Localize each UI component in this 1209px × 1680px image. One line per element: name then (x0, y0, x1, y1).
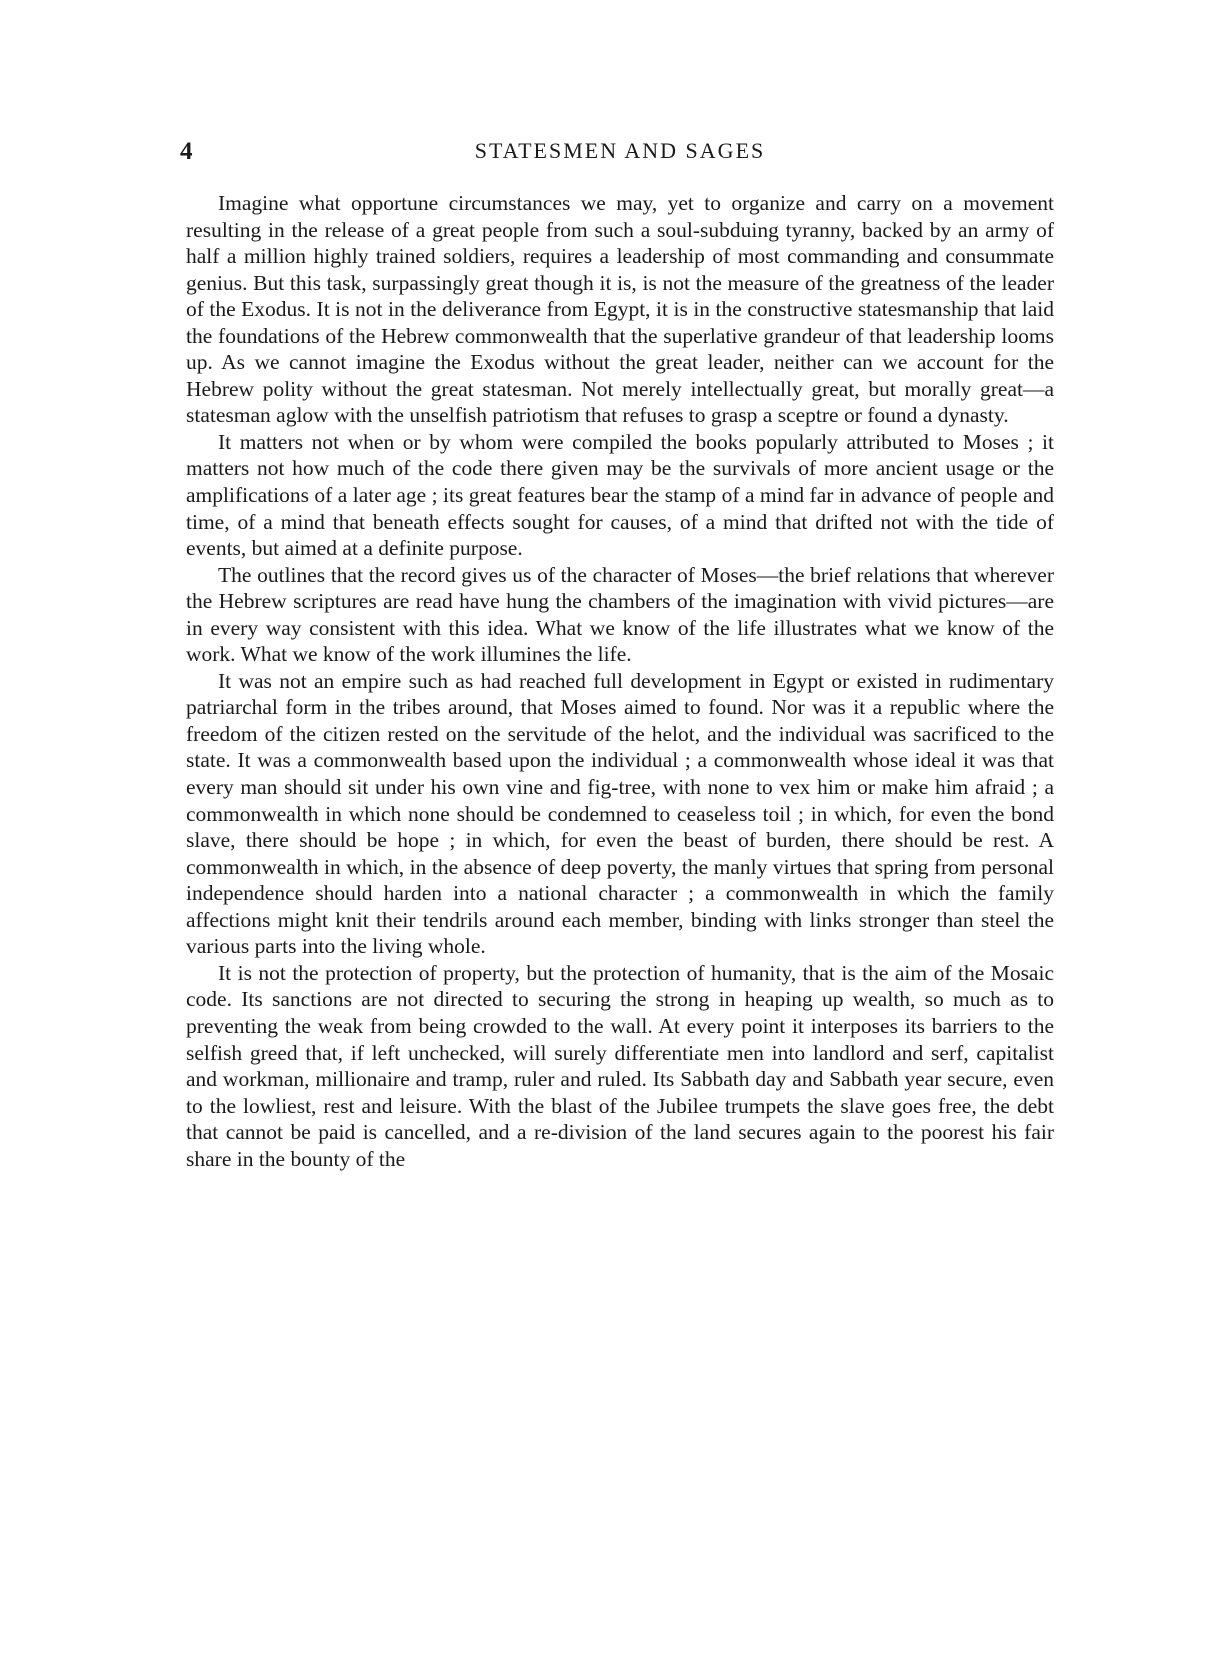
paragraph: It was not an empire such as had reached full development in Egypt or existed in rudimentary patriarchal form in the tribes around, that Moses aimed to found. Nor was it a republic where the freedom of the citizen rested on the servitude of the helot, and the individual was sacrificed to the state. It was a commonwealth based upon the individual ; a commonwealth whose ideal it was that every man should sit under his own vine and fig-tree, with none to vex him or make him afraid ; a commonwealth in which none should be condemned to ceaseless toil ; in which, for even the bond slave, there should be hope ; in which, for even the beast of burden, there should be rest. A commonwealth in which, in the absence of deep poverty, the manly virtues that spring from personal independence should harden into a national character ; a commonwealth in which the family affections might knit their tendrils around each member, binding with links stronger than steel the various parts into the living whole. (186, 668, 1054, 959)
running-title: STATESMEN AND SAGES (474, 138, 766, 163)
page-number: 4 (180, 138, 193, 165)
paragraph: Imagine what opportune circumstances we may, yet to organize and carry on a movement resulting in the release of a great people from such a soul-subduing tyranny, backed by an army of half a million highly trained soldiers, requires a leadership of most commanding and consummate genius. But this task, surpassingly great though it is, is not the measure of the greatness of the leader of the Exodus. It is not in the deliverance from Egypt, it is in the constructive statesmanship that laid the foundations of the Hebrew commonwealth that the superlative grandeur of that leadership looms up. As we cannot imagine the Exodus without the great leader, neither can we account for the Hebrew polity without the great statesman. Not merely intellectually great, but morally great—a statesman aglow with the unselfish patriotism that refuses to grasp a sceptre or found a dynasty. (186, 191, 1054, 428)
paragraph: It matters not when or by whom were compiled the books popularly attributed to Moses ; it matters not how much of the code there given may be the survivals of more ancient usage or the amplifications of a later age ; its great features bear the stamp of a mind far in advance of people and time, of a mind that beneath effects sought for causes, of a mind that drifted not with the tide of events, but aimed at a definite purpose. (186, 429, 1054, 561)
body-text (186, 190, 1054, 1172)
paragraph: The outlines that the record gives us of the character of Moses—the brief relations that wherever the Hebrew scriptures are read have hung the chambers of the imagination with vivid pictures—are in every way consistent with this idea. What we know of the life illustrates what we know of the work. What we know of the work illumines the life. (186, 562, 1054, 667)
running-head (180, 138, 1060, 178)
paragraph: It is not the protection of property, but the protection of humanity, that is the aim of the Mosaic code. Its sanctions are not directed to securing the strong in heaping up wealth, so much as to preventing the weak from being crowded to the wall. At every point it interposes its barriers to the selfish greed that, if left unchecked, will surely differentiate men into landlord and serf, capitalist and workman, millionaire and tramp, ruler and ruled. Its Sabbath day and Sabbath year secure, even to the lowliest, rest and leisure. With the blast of the Jubilee trumpets the slave goes free, the debt that cannot be paid is cancelled, and a re-division of the land secures again to the poorest his fair share in the bounty of the (186, 960, 1054, 1171)
